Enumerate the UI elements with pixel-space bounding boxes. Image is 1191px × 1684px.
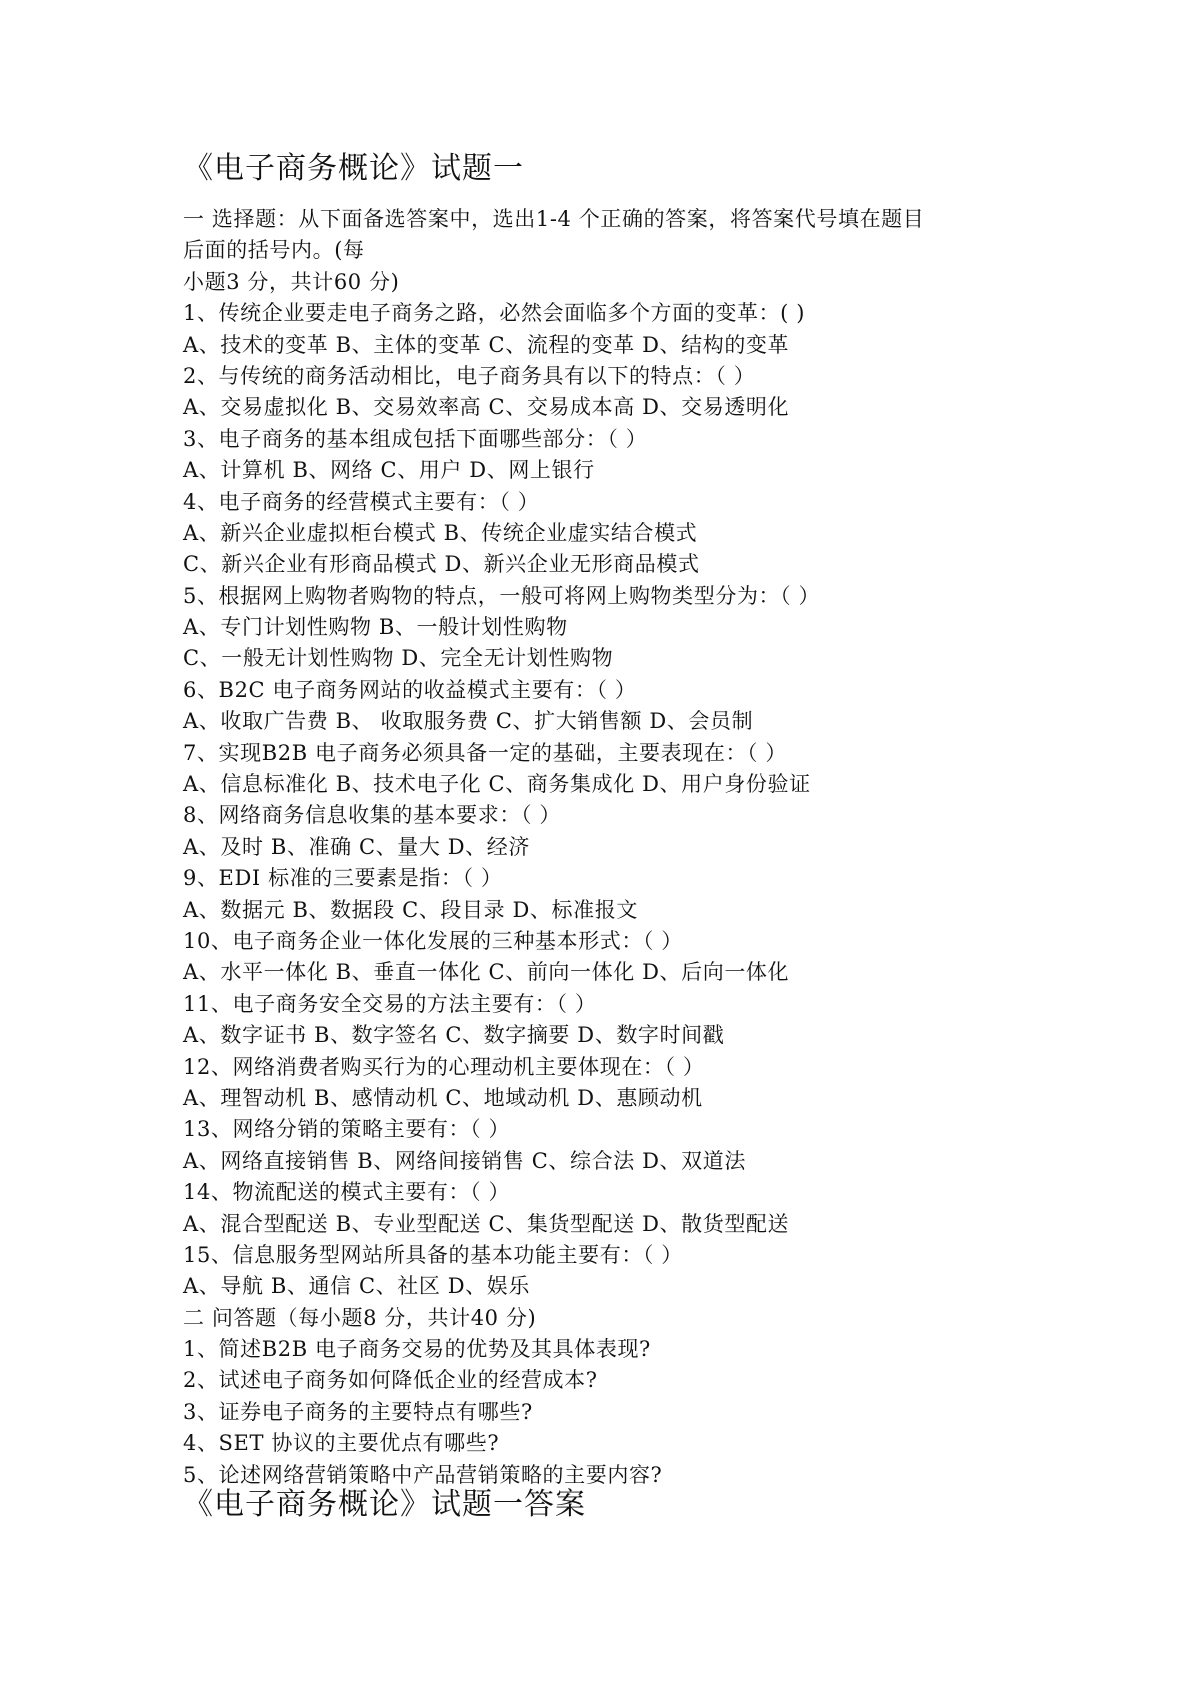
answer-title: 《电子商务概论》试题一答案 <box>183 1487 586 1522</box>
question-options: A、收取广告费 B、 收取服务费 C、扩大销售额 D、会员制 <box>183 709 754 734</box>
question-options: A、专门计划性购物 B、一般计划性购物 <box>183 615 568 640</box>
question-text: 8、网络商务信息收集的基本要求：（ ） <box>183 803 561 828</box>
question-text: 14、物流配送的模式主要有：（ ） <box>183 1180 511 1205</box>
question-text: 11、电子商务安全交易的方法主要有：（ ） <box>183 991 597 1016</box>
question-options: A、水平一体化 B、垂直一体化 C、前向一体化 D、后向一体化 <box>183 960 790 985</box>
question-options: A、技术的变革 B、主体的变革 C、流程的变革 D、结构的变革 <box>183 332 790 357</box>
question-text: 3、电子商务的基本组成包括下面哪些部分：（ ） <box>183 426 648 451</box>
essay-question: 3、证券电子商务的主要特点有哪些? <box>183 1399 533 1424</box>
question-text: 13、网络分销的策略主要有：（ ） <box>183 1117 511 1142</box>
question-text: 2、与传统的商务活动相比，电子商务具有以下的特点：（ ） <box>183 363 756 388</box>
essay-question: 1、简述B2B 电子商务交易的优势及其具体表现? <box>183 1337 651 1362</box>
question-text: 5、根据网上购物者购物的特点，一般可将网上购物类型分为：（ ） <box>183 583 821 608</box>
essay-question: 2、试述电子商务如何降低企业的经营成本? <box>183 1368 598 1393</box>
essay-heading: 二 问答题（每小题8 分，共计40 分) <box>183 1305 537 1330</box>
question-options: A、交易虚拟化 B、交易效率高 C、交易成本高 D、交易透明化 <box>183 395 790 420</box>
question-options: A、网络直接销售 B、网络间接销售 C、综合法 D、双道法 <box>183 1148 746 1173</box>
question-options: A、数据元 B、数据段 C、段目录 D、标准报文 <box>183 897 638 922</box>
exam-body <box>183 204 1043 1491</box>
question-options: A、信息标准化 B、技术电子化 C、商务集成化 D、用户身份验证 <box>183 772 811 797</box>
instruction-line: 小题3 分，共计60 分) <box>183 269 400 294</box>
question-options: A、及时 B、准确 C、量大 D、经济 <box>183 834 530 859</box>
document-title: 《电子商务概论》试题一 <box>183 151 524 186</box>
question-text: 12、网络消费者购买行为的心理动机主要体现在：（ ） <box>183 1054 705 1079</box>
essay-question: 5、论述网络营销策略中产品营销策略的主要内容? <box>183 1462 663 1487</box>
question-text: 15、信息服务型网站所具备的基本功能主要有：（ ） <box>183 1242 683 1267</box>
question-text: 1、传统企业要走电子商务之路，必然会面临多个方面的变革：( ) <box>183 301 806 326</box>
question-options: A、混合型配送 B、专业型配送 C、集货型配送 D、散货型配送 <box>183 1211 790 1236</box>
question-text: 10、电子商务企业一体化发展的三种基本形式：（ ） <box>183 928 683 953</box>
instruction-line: 后面的括号内。(每 <box>183 238 365 263</box>
question-options: A、计算机 B、网络 C、用户 D、网上银行 <box>183 458 595 483</box>
question-text: 7、实现B2B 电子商务必须具备一定的基础，主要表现在：（ ） <box>183 740 788 765</box>
question-text: 6、B2C 电子商务网站的收益模式主要有：（ ） <box>183 677 637 702</box>
question-options: A、新兴企业虚拟柜台模式 B、传统企业虚实结合模式 <box>183 520 698 545</box>
question-text: 9、EDI 标准的三要素是指：（ ） <box>183 866 503 891</box>
question-text: 4、电子商务的经营模式主要有：（ ） <box>183 489 540 514</box>
question-options: A、数字证书 B、数字签名 C、数字摘要 D、数字时间戳 <box>183 1023 725 1048</box>
question-options: A、理智动机 B、感情动机 C、地域动机 D、惠顾动机 <box>183 1085 703 1110</box>
instruction-line: 一 选择题：从下面备选答案中，选出1-4 个正确的答案，将答案代号填在题目 <box>183 207 925 231</box>
question-options: C、一般无计划性购物 D、完全无计划性购物 <box>183 646 614 671</box>
question-options: C、新兴企业有形商品模式 D、新兴企业无形商品模式 <box>183 552 700 577</box>
question-options: A、导航 B、通信 C、社区 D、娱乐 <box>183 1274 530 1299</box>
essay-question: 4、SET 协议的主要优点有哪些? <box>183 1431 500 1456</box>
